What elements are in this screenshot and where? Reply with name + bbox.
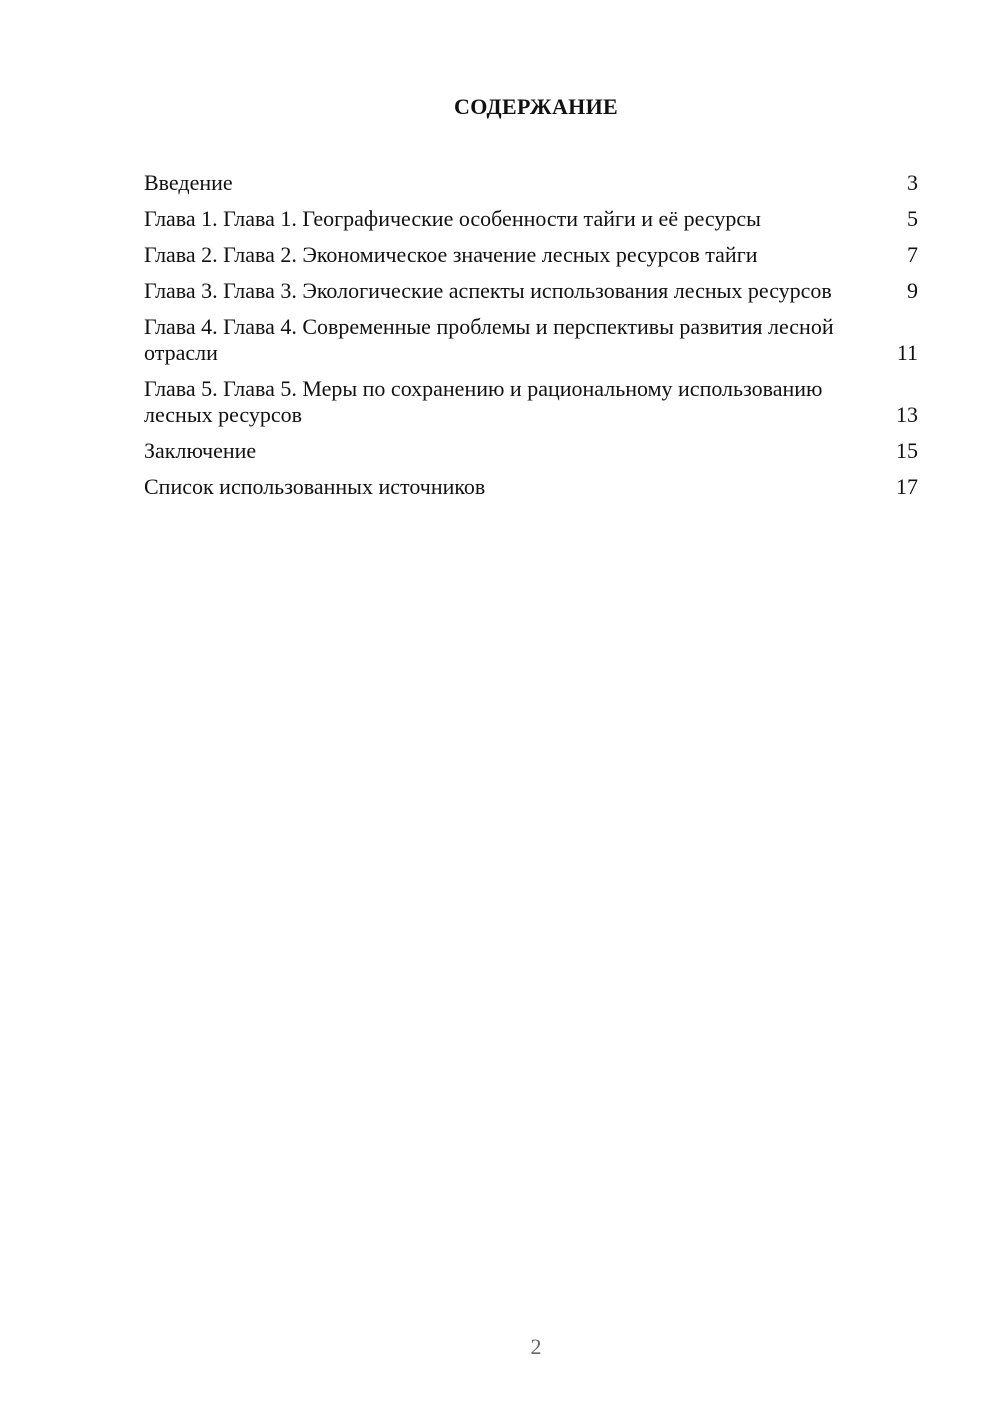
- toc-entry-page: 9: [907, 278, 918, 303]
- toc-entry-page: 17: [896, 474, 918, 499]
- page-number: 2: [530, 1334, 542, 1359]
- toc-entry-chapter-1: [144, 206, 918, 232]
- table-of-contents: [144, 170, 918, 510]
- toc-entry-references: [144, 474, 918, 500]
- toc-entry-conclusion: [144, 438, 918, 464]
- toc-entry-page: 11: [896, 340, 918, 365]
- toc-entry-page: 13: [896, 402, 918, 427]
- toc-entry-page: 15: [896, 438, 918, 463]
- toc-entry-introduction: [144, 170, 918, 196]
- toc-entry-text: Глава 1. Глава 1. Географические особенности тайги и её ресурсы: [144, 206, 761, 231]
- toc-entry-chapter-5: [144, 376, 918, 428]
- toc-entry-page: 3: [907, 170, 918, 195]
- toc-entry-chapter-2: [144, 242, 918, 268]
- toc-title: СОДЕРЖАНИЕ: [454, 94, 618, 119]
- toc-entry-chapter-3: [144, 278, 918, 304]
- toc-entry-text: Глава 3. Глава 3. Экологические аспекты использования лесных ресурсов: [144, 278, 832, 303]
- toc-entry-page: 5: [907, 206, 918, 231]
- toc-entry-chapter-4: [144, 314, 918, 366]
- toc-entry-text: Список использованных источников: [144, 474, 486, 499]
- toc-entry-text: Введение: [144, 170, 233, 195]
- toc-entry-text: Глава 5. Глава 5. Меры по сохранению и рациональному использованию лесных ресурсов: [144, 376, 823, 427]
- toc-entry-text: Глава 2. Глава 2. Экономическое значение лесных ресурсов тайги: [144, 242, 758, 267]
- toc-entry-text: Глава 4. Глава 4. Современные проблемы и перспективы развития лесной отрасли: [144, 314, 834, 365]
- toc-entry-page: 7: [907, 242, 918, 267]
- toc-entry-text: Заключение: [144, 438, 257, 463]
